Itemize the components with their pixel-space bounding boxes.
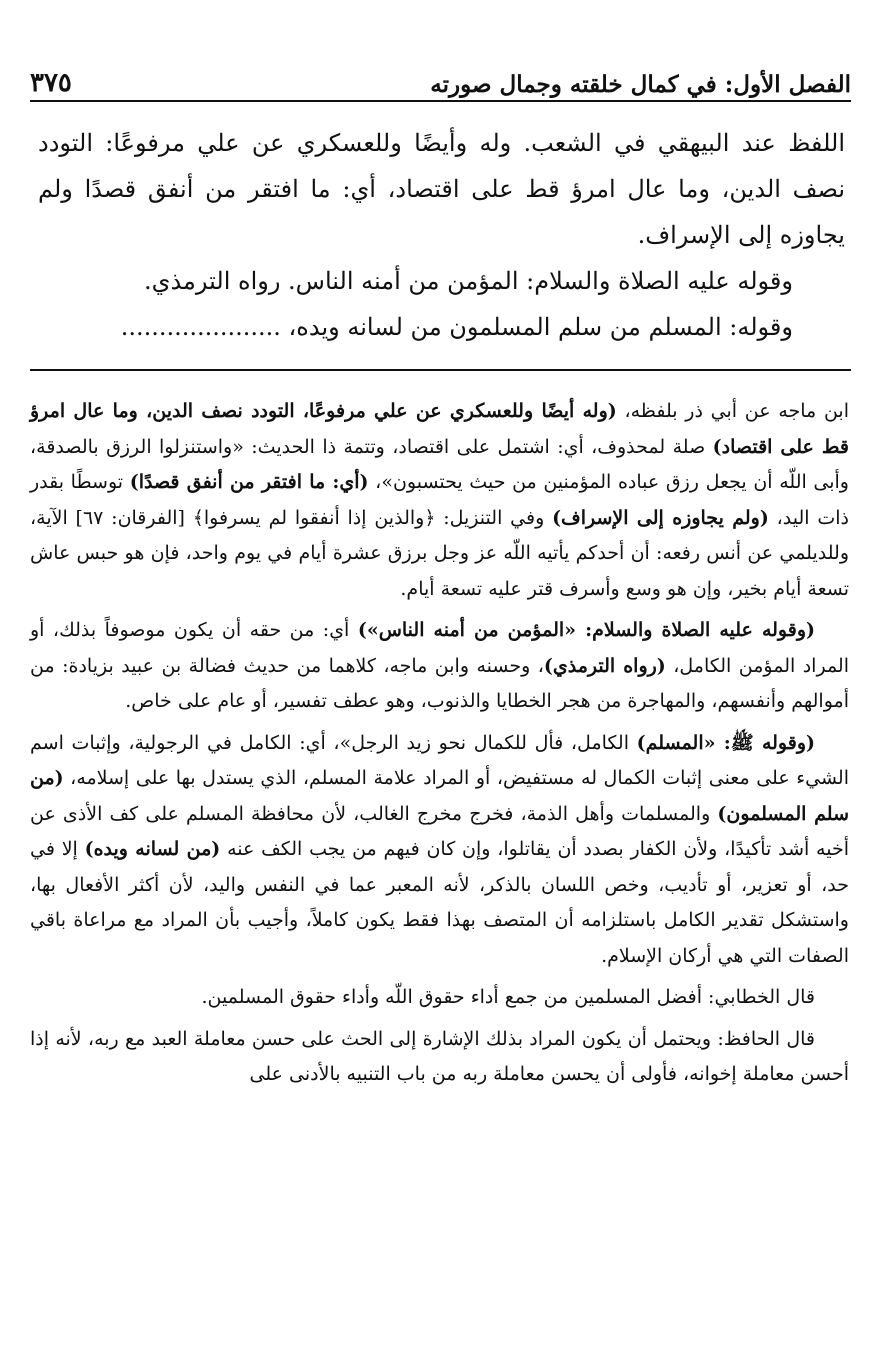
bold-text-run: (ولم يجاوزه إلى الإسراف)	[552, 506, 769, 529]
bold-text-run: (من لسانه ويده)	[84, 838, 221, 860]
main-text	[38, 120, 845, 350]
commentary-paragraph-1	[30, 394, 849, 607]
commentary-text	[30, 394, 849, 1099]
text-run: الكامل، فأل للكمال نحو زيد الرجل»، أي: الكامل في الرجولية، وإثبات اسم الشيء على معنى إثبات الكمال له مستفيض، أو المراد علامة المسلم، الذي يستدل بها على إسلامه،	[30, 731, 849, 789]
page-number: ٣٧٥	[30, 68, 72, 98]
bold-text-run: (من سلم المسلمون)	[30, 767, 849, 825]
text-run: أي: من حقه أن يكون موصوفاً بذلك، أو المراد المؤمن الكامل،	[30, 619, 849, 677]
commentary-paragraph-2	[30, 613, 849, 720]
text-run: والمسلمات وأهل الذمة، فخرج مخرج الغالب، لأن محافظة المسلم على كف الأذى عن أخيه أشد تأكيدًا، ولأن الكفار بصدد أن يقاتلوا، وإن كان فيهم من يجب الكف عنه	[30, 802, 849, 860]
page-header	[30, 50, 851, 102]
text-run: وفي التنزيل: ﴿والذين إذا أنفقوا لم يسرفوا﴾ [الفرقان: ٦٧] الآية، وللديلمي عن أنس رفعه: أن أحدكم يأتيه اللّه عز وجل برزق عشرة أيام في يوم واحد، فإن هو حبس عاش تسعة أيام بخير، وإن هو وسع وأسرف قتر عليه تسعة أيام.	[30, 506, 849, 600]
commentary-paragraph-3	[30, 726, 849, 975]
bold-text-run: (وله أيضًا وللعسكري عن علي مرفوعًا، التودد نصف الدين، وما عال امرؤ قط على اقتصاد)	[30, 400, 849, 458]
main-paragraph-1: اللفظ عند البيهقي في الشعب. وله وأيضًا وللعسكري عن علي مرفوعًا: التودد نصف الدين، وما عال امرؤ قط على اقتصاد، أي: ما افتقر من أنفق قصدًا ولم يجاوزه إلى الإسراف.	[38, 129, 845, 249]
main-paragraph-2: وقوله عليه الصلاة والسلام: المؤمن من أمنه الناس. رواه الترمذي.	[144, 267, 793, 295]
text-run: ابن ماجه عن أبي ذر بلفظه،	[616, 400, 849, 422]
bold-text-run: (رواه الترمذي)	[543, 654, 666, 677]
main-paragraph-3: وقوله: المسلم من سلم المسلمون من لسانه ويده، .....................	[120, 313, 793, 341]
text-run: إلا في حد، أو تعزير، أو تأديب، وخص اللسان بالذكر، لأنه المعبر عما في النفس واليد، لأن أكثر الأفعال بها، واستشكل تقدير الكامل باستلزامه أن المتصف بهذا فقط يكون كاملاً، وأجيب بأن المراد مع مراعاة باقي الصفات التي هي أركان الإسلام.	[30, 838, 849, 967]
text-run: توسطًا بقدر ذات اليد،	[30, 471, 849, 529]
section-divider	[30, 369, 851, 371]
bold-text-run: (أي: ما افتقر من أنفق قصدًا)	[129, 471, 369, 493]
bold-text-run: (وقوله ﷺ: «المسلم)	[636, 731, 815, 754]
commentary-paragraph-4: قال الخطابي: أفضل المسلمين من جمع أداء حقوق اللّه وأداء حقوق المسلمين.	[201, 986, 815, 1008]
running-title: الفصل الأول: في كمال خلقته وجمال صورته	[430, 71, 851, 98]
commentary-paragraph-5: قال الحافظ: ويحتمل أن يكون المراد بذلك الإشارة إلى الحث على حسن معاملة العبد مع ربه، لأنه إذا أحسن معاملة إخوانه، فأولى أن يحسن معاملة ربه من باب التنبيه بالأدنى على	[30, 1027, 849, 1085]
bold-text-run: (وقوله عليه الصلاة والسلام: «المؤمن من أمنه الناس»)	[357, 619, 815, 641]
text-run: ، وحسنه وابن ماجه، كلاهما من حديث فضالة بن عبيد بزيادة: من أموالهم وأنفسهم، والمهاجرة من هجر الخطايا والذنوب، وهو عطف تفسير، أو عام على خاص.	[30, 654, 849, 712]
text-run: صلة لمحذوف، أي: اشتمل على اقتصاد، وتتمة ذا الحديث: «واستنزلوا الرزق بالصدقة، وأبى اللّه أن يجعل رزق عباده المؤمنين من حيث يحتسبون»،	[30, 435, 849, 493]
